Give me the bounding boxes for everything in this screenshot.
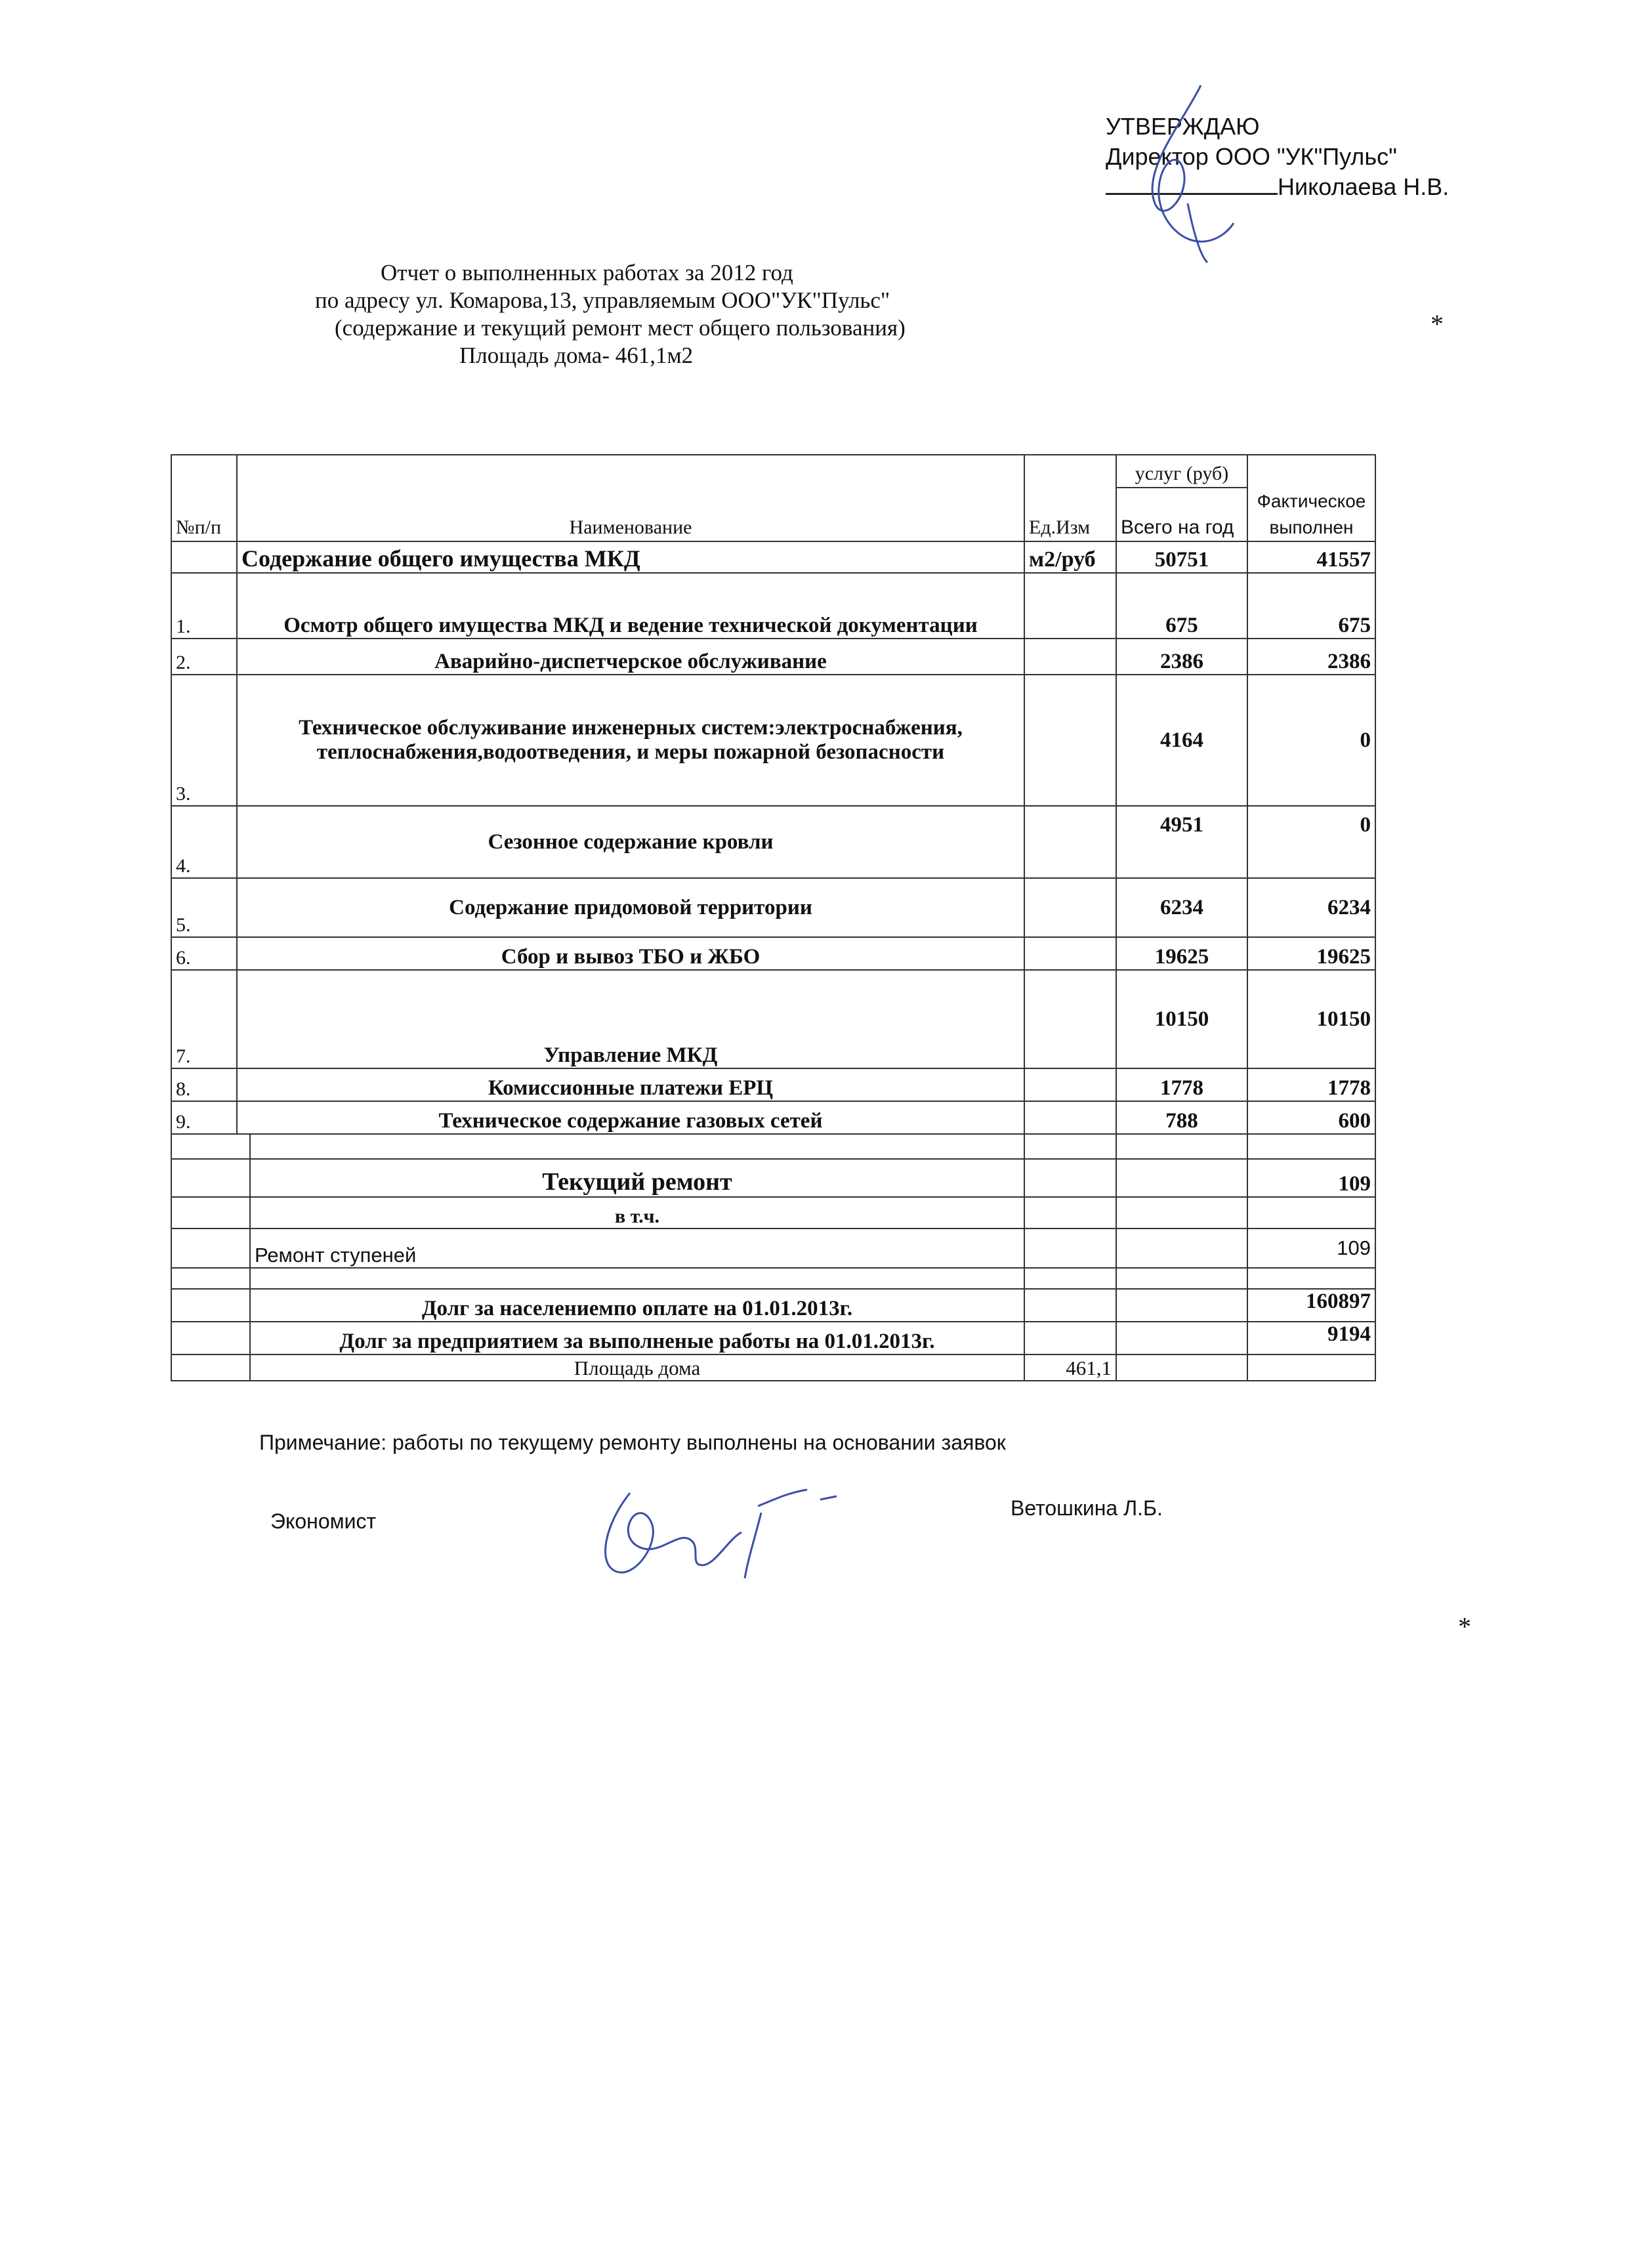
steps-value: 109 <box>1247 1228 1375 1268</box>
row-name: Осмотр общего имущества МКД и ведение технической документации <box>237 573 1024 639</box>
debt-enterprise-value: 9194 <box>1247 1322 1375 1354</box>
empty-cell <box>1116 1159 1247 1197</box>
row-actual: 19625 <box>1247 937 1375 970</box>
empty-cell <box>1116 1228 1247 1268</box>
empty-cell <box>1247 1354 1375 1381</box>
row-unit <box>1024 806 1116 878</box>
row-unit <box>1024 937 1116 970</box>
row-actual: 2386 <box>1247 639 1375 675</box>
empty-cell <box>1116 1354 1247 1381</box>
empty-cell <box>1247 1268 1375 1289</box>
director-signature <box>1102 72 1273 269</box>
row-actual: 0 <box>1247 806 1375 878</box>
area-value: 461,1 <box>1024 1354 1116 1381</box>
row-num: 1. <box>171 573 237 639</box>
header-num: №п/п <box>171 455 237 541</box>
row-name: Содержание придомовой территории <box>237 878 1024 937</box>
empty-cell <box>1024 1197 1116 1228</box>
empty-cell <box>1116 1289 1247 1322</box>
approval-position: Директор ООО "УК"Пульс" <box>1106 143 1397 170</box>
debt-enterprise-label: Долг за предприятием за выполненые работы на 01.01.2013г. <box>250 1322 1024 1354</box>
header-name: Наименование <box>237 455 1024 541</box>
approval-name: Николаева Н.В. <box>1278 173 1450 200</box>
row-total: 4164 <box>1116 675 1247 806</box>
economist-signature <box>591 1473 866 1585</box>
empty-cell <box>171 1159 250 1197</box>
row-num <box>171 541 237 573</box>
row-name: Аварийно-диспетчерское обслуживание <box>237 639 1024 675</box>
row-num: 2. <box>171 639 237 675</box>
row-unit <box>1024 878 1116 937</box>
economist-name: Ветошкина Л.Б. <box>1011 1496 1163 1520</box>
empty-cell <box>1024 1228 1116 1268</box>
row-name: Комиссионные платежи ЕРЦ <box>237 1068 1024 1101</box>
row-unit <box>1024 1101 1116 1134</box>
row-actual: 10150 <box>1247 970 1375 1068</box>
row-total: 4951 <box>1116 806 1247 878</box>
row-total: 50751 <box>1116 541 1247 573</box>
repair-value: 109 <box>1247 1159 1375 1197</box>
row-unit: м2/руб <box>1024 541 1116 573</box>
row-num: 9. <box>171 1101 237 1134</box>
row-total: 10150 <box>1116 970 1247 1068</box>
row-name: Техническое содержание газовых сетей <box>237 1101 1024 1134</box>
economist-label: Экономист <box>270 1509 377 1533</box>
row-total: 788 <box>1116 1101 1247 1134</box>
header-unit: Ед.Изм <box>1024 455 1116 541</box>
asterisk-mark: * <box>1430 309 1444 339</box>
header-actual: Фактическое выполнен <box>1247 455 1375 541</box>
row-num: 5. <box>171 878 237 937</box>
row-total: 1778 <box>1116 1068 1247 1101</box>
empty-cell <box>171 1354 250 1381</box>
empty-cell <box>1116 1268 1247 1289</box>
empty-cell <box>171 1134 250 1159</box>
heading-address: по адресу ул. Комарова,13, управляемым ООО"УК"Пульс" <box>315 287 890 313</box>
report-table <box>171 454 1376 1381</box>
row-total: 2386 <box>1116 639 1247 675</box>
area-label: Площадь дома <box>250 1354 1024 1381</box>
row-total: 19625 <box>1116 937 1247 970</box>
approval-title: УТВЕРЖДАЮ <box>1106 113 1260 140</box>
row-actual: 41557 <box>1247 541 1375 573</box>
row-num: 3. <box>171 675 237 806</box>
incl-label: в т.ч. <box>250 1197 1024 1228</box>
row-actual: 600 <box>1247 1101 1375 1134</box>
header-services: услуг (руб) <box>1116 455 1247 488</box>
row-name: Сбор и вывоз ТБО и ЖБО <box>237 937 1024 970</box>
empty-cell <box>1024 1134 1116 1159</box>
steps-label: Ремонт ступеней <box>250 1228 1024 1268</box>
report-heading <box>308 259 906 369</box>
debt-population-value: 160897 <box>1247 1289 1375 1322</box>
empty-cell <box>171 1197 250 1228</box>
empty-cell <box>1116 1322 1247 1354</box>
row-unit <box>1024 573 1116 639</box>
row-num: 4. <box>171 806 237 878</box>
row-total: 6234 <box>1116 878 1247 937</box>
row-name: Сезонное содержание кровли <box>237 806 1024 878</box>
row-name: Техническое обслуживание инженерных систем:электроснабжения, теплоснабжения,водоотведения, и меры пожарной безопасности <box>237 675 1024 806</box>
empty-cell <box>1247 1197 1375 1228</box>
empty-cell <box>1024 1159 1116 1197</box>
empty-cell <box>1247 1134 1375 1159</box>
empty-cell <box>171 1289 250 1322</box>
row-unit <box>1024 1068 1116 1101</box>
empty-cell <box>171 1228 250 1268</box>
empty-cell <box>1116 1197 1247 1228</box>
footnote: Примечание: работы по текущему ремонту выполнены на основании заявок <box>259 1431 1006 1454</box>
empty-cell <box>1024 1322 1116 1354</box>
heading-subtitle: (содержание и текущий ремонт мест общего пользования) <box>335 315 906 341</box>
empty-cell <box>171 1322 250 1354</box>
repair-title: Текущий ремонт <box>250 1159 1024 1197</box>
row-name: Управление МКД <box>237 970 1024 1068</box>
row-actual: 1778 <box>1247 1068 1375 1101</box>
row-unit <box>1024 675 1116 806</box>
empty-cell <box>1024 1268 1116 1289</box>
row-num: 8. <box>171 1068 237 1101</box>
row-actual: 675 <box>1247 573 1375 639</box>
row-name: Содержание общего имущества МКД <box>237 541 1024 573</box>
debt-population-label: Долг за населениемпо оплате на 01.01.2013г. <box>250 1289 1024 1322</box>
header-total: Всего на год <box>1116 488 1247 541</box>
heading-title: Отчет о выполненных работах за 2012 год <box>381 260 793 285</box>
asterisk-mark: * <box>1458 1612 1471 1641</box>
row-unit <box>1024 639 1116 675</box>
empty-cell <box>1024 1289 1116 1322</box>
row-num: 6. <box>171 937 237 970</box>
heading-area: Площадь дома- 461,1м2 <box>459 343 694 368</box>
row-unit <box>1024 970 1116 1068</box>
row-actual: 6234 <box>1247 878 1375 937</box>
empty-cell <box>250 1134 1024 1159</box>
row-total: 675 <box>1116 573 1247 639</box>
empty-cell <box>1116 1134 1247 1159</box>
empty-cell <box>171 1268 250 1289</box>
row-actual: 0 <box>1247 675 1375 806</box>
empty-cell <box>250 1268 1024 1289</box>
row-num: 7. <box>171 970 237 1068</box>
